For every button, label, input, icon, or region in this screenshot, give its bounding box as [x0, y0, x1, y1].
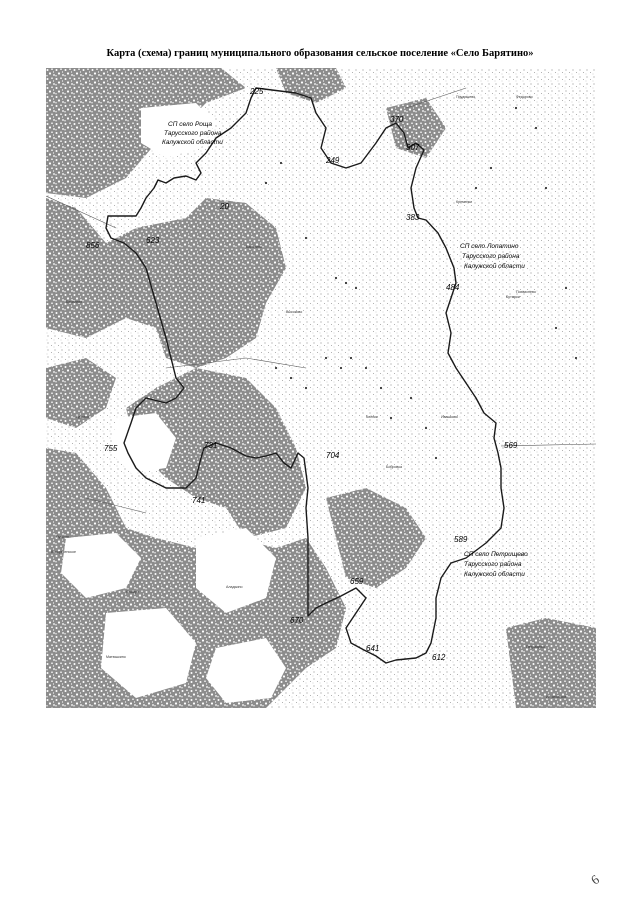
marker-label: 641 — [366, 644, 380, 653]
marker-label: 670 — [290, 616, 304, 625]
marker-label: 755 — [104, 444, 118, 453]
marker-label: 731 — [204, 441, 218, 450]
region-label-lopatino — [460, 243, 525, 270]
marker-label: 704 — [326, 451, 340, 460]
svg-text:Аладьино: Аладьино — [226, 585, 243, 589]
corner-mark: 6 — [587, 871, 602, 888]
svg-text:Клёнки: Клёнки — [366, 415, 378, 419]
marker-label: 856 — [86, 241, 100, 250]
svg-text:Тарусского района: Тарусского района — [164, 130, 222, 137]
svg-text:Пушкино: Пушкино — [56, 535, 71, 539]
svg-text:Похвиснево: Похвиснево — [516, 290, 536, 294]
svg-text:Калужской области: Калужской области — [464, 263, 525, 270]
svg-text:Петрищево: Петрищево — [526, 645, 545, 649]
svg-text:Тарусского района: Тарусского района — [464, 561, 522, 568]
marker-label: 589 — [454, 535, 468, 544]
svg-text:Кашира: Кашира — [126, 590, 139, 594]
svg-text:Игнатовское: Игнатовское — [546, 695, 567, 699]
svg-text:Федорово: Федорово — [516, 95, 533, 99]
marker-label: 20 — [220, 202, 229, 211]
svg-text:Калужской области: Калужской области — [162, 139, 223, 146]
marker-label: 659 — [350, 577, 364, 586]
svg-text:Матюшкино: Матюшкино — [106, 655, 126, 659]
svg-text:Барятино: Барятино — [246, 245, 262, 249]
svg-text:Бебелево: Бебелево — [66, 300, 83, 304]
svg-text:Воскресенское: Воскресенское — [51, 550, 76, 554]
marker-label: 623 — [146, 236, 160, 245]
marker-label: 612 — [432, 653, 446, 662]
marker-label: 225 — [250, 87, 264, 96]
page-title: Карта (схема) границ муниципального образования сельское поселение «Село Барятино» — [106, 48, 534, 59]
svg-text:Бутырки: Бутырки — [506, 295, 520, 299]
svg-text:Кременки: Кременки — [456, 200, 473, 204]
svg-text:СП село Петрищево: СП село Петрищево — [464, 551, 528, 558]
svg-text:Тарусского района: Тарусского района — [462, 253, 520, 260]
region-label-petrishchevo — [464, 551, 528, 578]
svg-text:Прудишево: Прудишево — [456, 95, 476, 99]
svg-text:Ивашково: Ивашково — [441, 415, 458, 419]
svg-text:Гуркино: Гуркино — [76, 415, 90, 419]
marker-label: 370 — [390, 115, 404, 124]
marker-label: 741 — [192, 496, 206, 505]
svg-text:СП село Роща: СП село Роща — [168, 121, 213, 128]
svg-text:Калужской области: Калужской области — [464, 571, 525, 578]
map — [46, 68, 596, 708]
marker-label: 569 — [504, 441, 518, 450]
marker-label: 249 — [326, 156, 340, 165]
svg-text:СП село Лопатино: СП село Лопатино — [460, 243, 519, 250]
svg-text:Высоково: Высоково — [286, 310, 303, 314]
marker-label: 383 — [406, 213, 420, 222]
svg-text:Бобровка: Бобровка — [386, 465, 402, 469]
marker-label: 484 — [446, 283, 460, 292]
marker-label: 307 — [406, 143, 420, 152]
